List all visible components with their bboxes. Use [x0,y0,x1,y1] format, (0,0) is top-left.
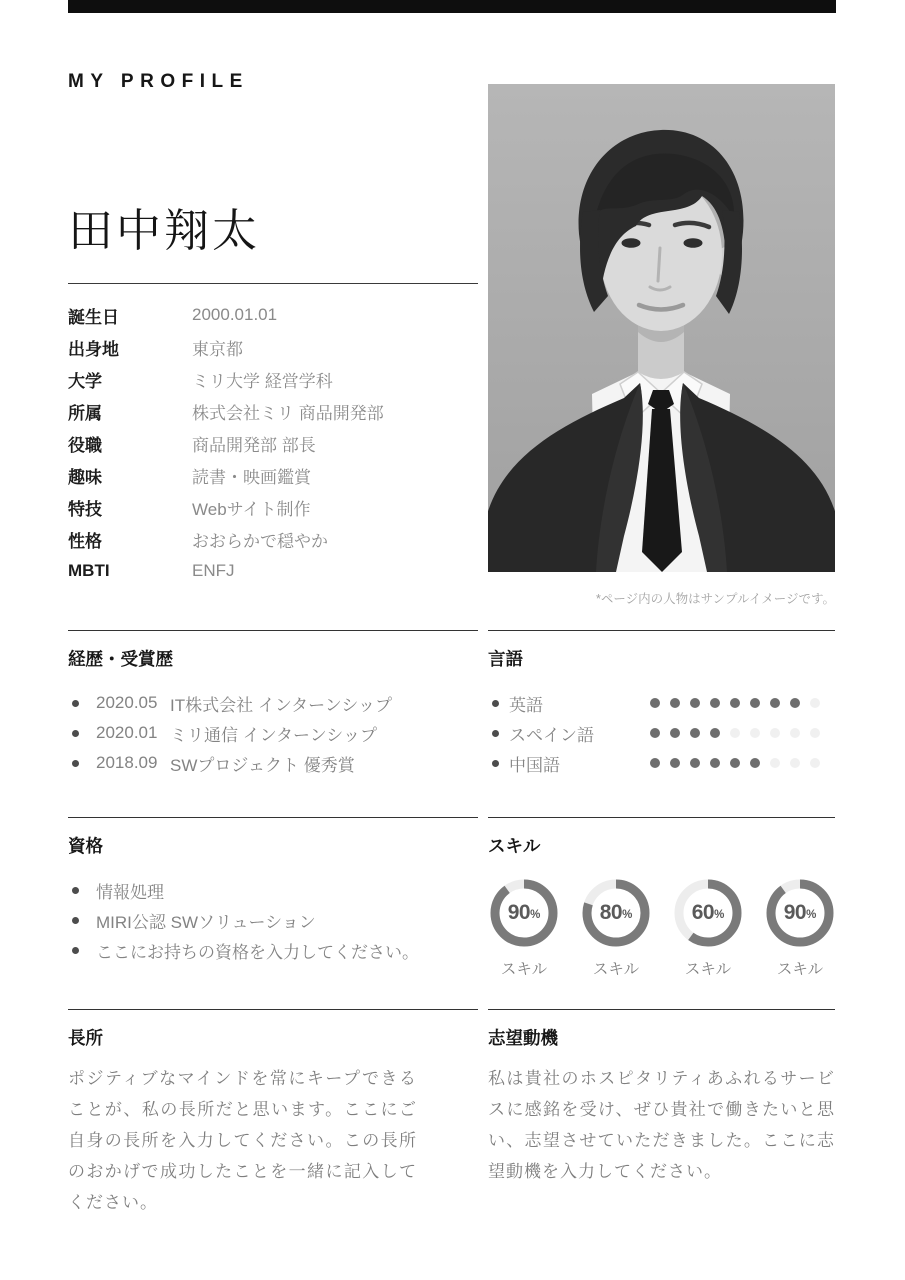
skill-percent [488,877,560,949]
person-name: 田中翔太 [68,206,261,256]
career-heading: 経歴・受賞歴 [68,649,173,669]
qualifications-heading: 資格 [68,836,103,856]
skill-percent [672,877,744,949]
skill-label: スキル [500,961,548,978]
career-text: IT株式会社 インターンシップ [170,695,393,715]
dot-filled-icon [690,728,700,738]
profile-details-table [68,299,478,587]
skill-item [580,877,652,979]
detail-label: 性格 [68,531,102,551]
skill-percent-value: 60 [691,901,715,924]
qualification-item [68,875,478,905]
skill-percent [764,877,836,949]
skill-label: スキル [776,961,824,978]
detail-value: ENFJ [192,561,235,580]
dot-filled-icon [650,758,660,768]
dot-filled-icon [690,698,700,708]
motivation-section [488,1009,835,1187]
dot-filled-icon [670,758,680,768]
skill-donut-chart [488,877,560,949]
dot-empty-icon [770,728,780,738]
dot-empty-icon [750,728,760,738]
dot-empty-icon [810,758,820,768]
detail-value: 株式会社ミリ 商品開発部 [192,403,384,423]
dot-filled-icon [710,698,720,708]
detail-row [68,363,478,395]
strengths-section [68,1009,478,1218]
language-item [488,718,835,748]
photo-disclaimer: *ページ内の人物はサンプルイメージです。 [596,592,835,606]
qualification-text: ここにお持ちの資格を入力してください。 [96,942,419,962]
languages-heading: 言語 [488,649,523,669]
skills-donut-row [488,877,835,979]
career-item [68,748,478,778]
bullet-icon [492,700,499,707]
detail-value: 東京都 [192,339,243,359]
dot-filled-icon [690,758,700,768]
dot-empty-icon [770,758,780,768]
qualification-item [68,905,478,935]
detail-label: 誕生日 [68,307,119,327]
dot-filled-icon [750,698,760,708]
bullet-icon [72,947,79,954]
dot-filled-icon [770,698,780,708]
detail-value: 商品開発部 部長 [192,435,316,455]
dot-empty-icon [810,728,820,738]
skill-label: スキル [684,961,732,978]
skill-percent-suffix: % [806,909,817,921]
career-date: 2018.09 [96,753,158,772]
skill-item [672,877,744,979]
detail-label: 大学 [68,371,102,391]
skill-percent-value: 80 [599,901,623,924]
detail-label: 出身地 [68,339,119,359]
bullet-icon [492,730,499,737]
qualification-text: MIRI公認 SWソリューション [96,912,316,932]
dot-filled-icon [710,758,720,768]
career-item [68,718,478,748]
dot-empty-icon [790,758,800,768]
strengths-text: ポジティブなマインドを常にキープできることが、私の長所だと思います。ここにご自身の長所を入力してください。この長所のおかげで成功したことを一緒に記入してください。 [68,1069,417,1212]
bullet-icon [72,917,79,924]
detail-row [68,299,478,331]
skill-donut-chart [672,877,744,949]
dot-filled-icon [750,758,760,768]
language-rating-dots [650,698,820,708]
detail-row [68,331,478,363]
language-name-wrap [488,751,560,776]
bullet-icon [72,730,79,737]
motivation-text: 私は貴社のホスピタリティあふれるサービスに感銘を受け、ぜひ貴社で働きたいと思い、志望させていただきました。ここに志望動機を入力してください。 [488,1069,835,1181]
languages-section [488,630,835,778]
language-item [488,688,835,718]
career-item [68,688,478,718]
skills-section [488,817,835,979]
motivation-heading: 志望動機 [488,1028,558,1048]
dot-filled-icon [670,698,680,708]
top-accent-bar [68,0,836,13]
skill-item [488,877,560,979]
skill-item [764,877,836,979]
strengths-heading: 長所 [68,1028,103,1048]
detail-label: 趣味 [68,467,102,487]
detail-value: おおらかで穏やか [192,531,328,551]
detail-value: 読書・映画鑑賞 [192,467,311,487]
languages-list [488,688,835,778]
qualifications-section [68,817,478,965]
detail-value: ミリ大学 経営学科 [192,371,333,391]
qualifications-list [68,875,478,965]
dot-filled-icon [650,728,660,738]
career-date: 2020.01 [96,723,158,742]
dot-filled-icon [710,728,720,738]
language-name-wrap [488,691,543,716]
qualification-item [68,935,478,965]
skill-donut-chart [764,877,836,949]
skills-heading: スキル [488,836,541,856]
skill-donut-chart [580,877,652,949]
skill-percent-suffix: % [622,909,633,921]
language-rating-dots [650,758,820,768]
detail-row [68,491,478,523]
detail-label: 特技 [68,499,102,519]
bullet-icon [72,760,79,767]
language-name: 中国語 [509,755,560,775]
language-name: 英語 [509,695,543,715]
skill-percent [580,877,652,949]
career-date: 2020.05 [96,693,158,712]
career-section [68,630,478,778]
bullet-icon [72,700,79,707]
bullet-icon [492,760,499,767]
bullet-icon [72,887,79,894]
detail-value: 2000.01.01 [192,305,278,324]
detail-row [68,395,478,427]
language-name-wrap [488,721,594,746]
page-title: MY PROFILE [68,71,249,92]
detail-value: Webサイト制作 [192,499,311,519]
skill-percent-suffix: % [714,909,725,921]
detail-label: 役職 [68,435,102,455]
detail-row [68,555,478,587]
detail-label: MBTI [68,561,110,580]
dot-empty-icon [790,728,800,738]
dot-filled-icon [790,698,800,708]
language-rating-dots [650,728,820,738]
skill-percent-value: 90 [507,901,531,924]
detail-row [68,459,478,491]
portrait-illustration [488,84,835,572]
skill-percent-suffix: % [530,909,541,921]
language-name: スペイン語 [509,725,594,745]
detail-row [68,427,478,459]
profile-photo [488,84,835,572]
qualification-text: 情報処理 [96,882,164,902]
career-text: SWプロジェクト 優秀賞 [170,755,355,775]
skill-percent-value: 90 [783,901,807,924]
dot-filled-icon [670,728,680,738]
skill-label: スキル [592,961,640,978]
dot-filled-icon [650,698,660,708]
detail-label: 所属 [68,403,102,423]
dot-empty-icon [810,698,820,708]
career-list [68,688,478,778]
divider [68,283,478,284]
language-item [488,748,835,778]
dot-empty-icon [730,728,740,738]
dot-filled-icon [730,758,740,768]
dot-filled-icon [730,698,740,708]
career-text: ミリ通信 インターンシップ [170,725,377,745]
detail-row [68,523,478,555]
